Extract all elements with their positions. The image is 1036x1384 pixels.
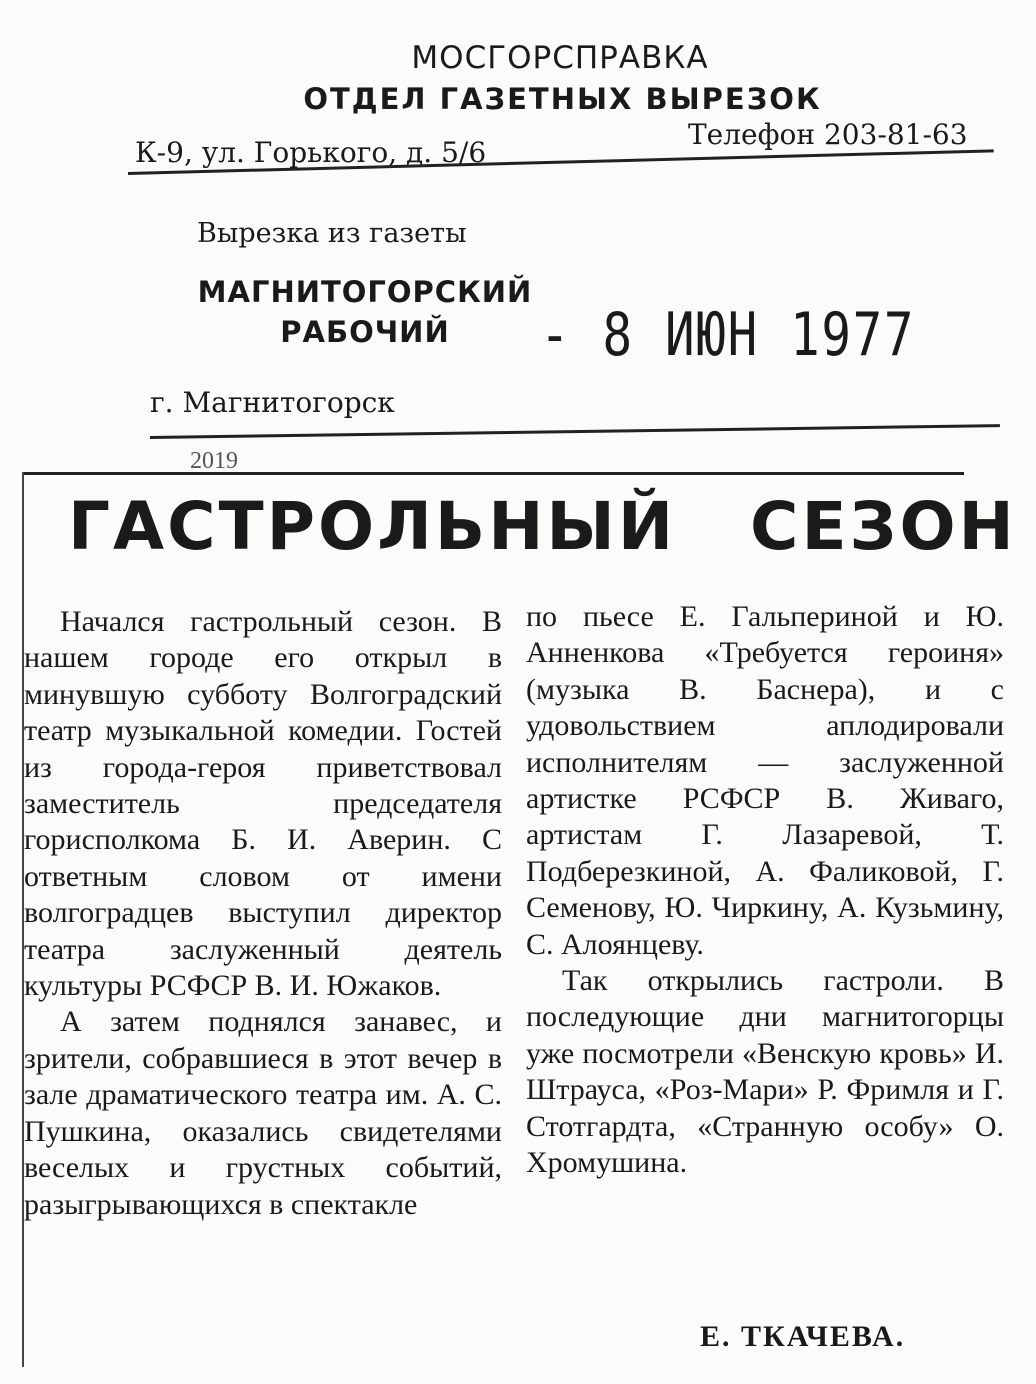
- article-paragraph: по пьесе Е. Гальпериной и Ю. Анненкова «Требуется героиня» (музыка В. Баснера), и с удовольствием аплодировали исполнителям — заслуженной артистке РСФСР В. Живаго, артистам Г. Лазаревой, Т. Подберезкиной, А. Фаликовой, Г. Семенову, Ю. Чиркину, А. Кузьмину, С. Алоянцеву.: [526, 600, 1004, 961]
- article-column-right: [526, 599, 1004, 1182]
- article-paragraph: А затем поднялся занавес, и зрители, собравшиеся в этот вечер в зале драматического театра им. А. С. Пушкина, оказались свидетелями веселых и грустных событий, разыгрывающихся в спектакле: [24, 1005, 502, 1221]
- agency-department: ОТДЕЛ ГАЗЕТНЫХ ВЫРЕЗОК: [303, 82, 822, 116]
- clipping-number: 2019: [190, 448, 238, 474]
- agency-name: МОСГОРСПРАВКА: [411, 40, 709, 76]
- clipping-source-label: Вырезка из газеты: [197, 218, 467, 249]
- clipping-edge-top: [22, 472, 964, 475]
- stamp-divider-bottom: [150, 424, 1000, 439]
- article-headline: ГАСТРОЛЬНЫЙ СЕЗОН: [68, 488, 1017, 565]
- article-paragraph: Начался гастрольный сезон. В нашем городе его открыл в минувшую субботу Волгоградский театр музыкальной комедии. Гостей из города-героя приветствовал заместитель председателя горисполкома Б. И. Аверин. С ответным словом от имени волгоградцев выступил директор театра заслуженный деятель культуры РСФСР В. И. Южаков.: [24, 605, 502, 1003]
- article-author: Е. ТКАЧЕВА.: [700, 1320, 906, 1353]
- newspaper-name: МАГНИТОГОРСКИЙ РАБОЧИЙ: [197, 275, 533, 349]
- agency-phone: Телефон 203-81-63: [688, 118, 968, 151]
- newspaper-city: г. Магнитогорск: [150, 386, 395, 419]
- agency-address: К-9, ул. Горького, д. 5/6: [135, 136, 487, 169]
- article-column-left: [24, 604, 502, 1223]
- article-paragraph: Так открылись гастроли. В последующие дни магнитогорцы уже посмотрели «Венскую кровь» И. Штрауса, «Роз-Мари» Р. Фримля и Г. Стотгардта, «Странную особу» О. Хромушина.: [526, 964, 1004, 1180]
- date-stamp: - 8 ИЮН 1977: [540, 300, 916, 370]
